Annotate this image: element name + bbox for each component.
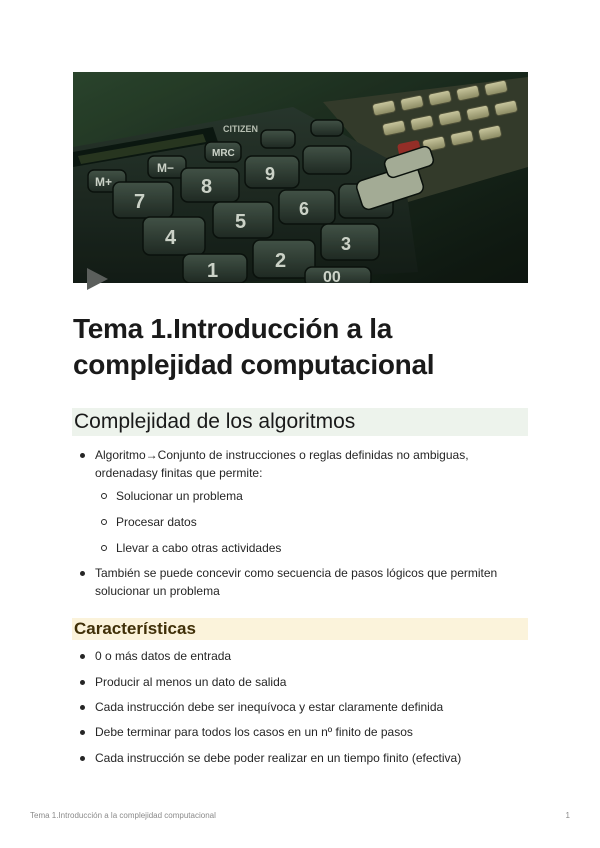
svg-text:5: 5 xyxy=(235,211,247,233)
page-title: Tema 1.Introducción a la complejidad computacional xyxy=(73,313,435,380)
calculator-photo xyxy=(73,72,528,283)
svg-text:9: 9 xyxy=(265,164,276,184)
list-item: 0 o más datos de entrada xyxy=(79,647,519,665)
footer-title: Tema 1.Introducción a la complejidad computacional xyxy=(30,811,216,820)
svg-text:1: 1 xyxy=(207,260,219,282)
svg-text:CITIZEN: CITIZEN xyxy=(223,124,258,134)
bullet-list xyxy=(79,647,519,665)
bullet-list xyxy=(79,698,519,716)
sub-bullet-list xyxy=(101,513,501,531)
list-item: Procesar datos xyxy=(101,513,501,531)
svg-text:4: 4 xyxy=(165,227,177,249)
play-icon xyxy=(84,266,110,292)
svg-text:00: 00 xyxy=(323,269,341,283)
svg-text:2: 2 xyxy=(275,250,287,272)
bullet-list xyxy=(79,446,519,482)
sub-bullet-list xyxy=(101,539,501,557)
svg-text:6: 6 xyxy=(299,199,310,219)
svg-text:3: 3 xyxy=(341,234,352,254)
section-heading-complejidad: Complejidad de los algoritmos xyxy=(72,408,528,436)
bullet-list xyxy=(79,564,519,600)
bullet-list xyxy=(79,673,519,691)
bullet-list xyxy=(79,723,519,741)
page-number: 1 xyxy=(565,811,570,820)
list-item: Solucionar un problema xyxy=(101,487,501,505)
svg-text:M+: M+ xyxy=(95,175,113,189)
list-item: Algoritmo→Conjunto de instrucciones o reglas definidas no ambiguas, ordenadasy finitas que permite: xyxy=(79,446,519,482)
bullet-list xyxy=(79,749,519,767)
list-item: Producir al menos un dato de salida xyxy=(79,673,519,691)
svg-text:M−: M− xyxy=(157,161,175,175)
svg-text:7: 7 xyxy=(134,191,146,213)
list-item: Llevar a cabo otras actividades xyxy=(101,539,501,557)
list-item: Cada instrucción se debe poder realizar en un tiempo finito (efectiva) xyxy=(79,749,519,767)
list-item: Debe terminar para todos los casos en un nº finito de pasos xyxy=(79,723,519,741)
svg-text:MRC: MRC xyxy=(212,148,235,159)
section-heading-caracteristicas: Características xyxy=(72,618,528,640)
sub-bullet-list xyxy=(101,487,501,505)
list-item: También se puede concevir como secuencia de pasos lógicos que permiten solucionar un problema xyxy=(79,564,519,600)
list-item: Cada instrucción debe ser inequívoca y estar claramente definida xyxy=(79,698,519,716)
svg-text:8: 8 xyxy=(201,176,213,198)
cover-image xyxy=(73,72,528,283)
